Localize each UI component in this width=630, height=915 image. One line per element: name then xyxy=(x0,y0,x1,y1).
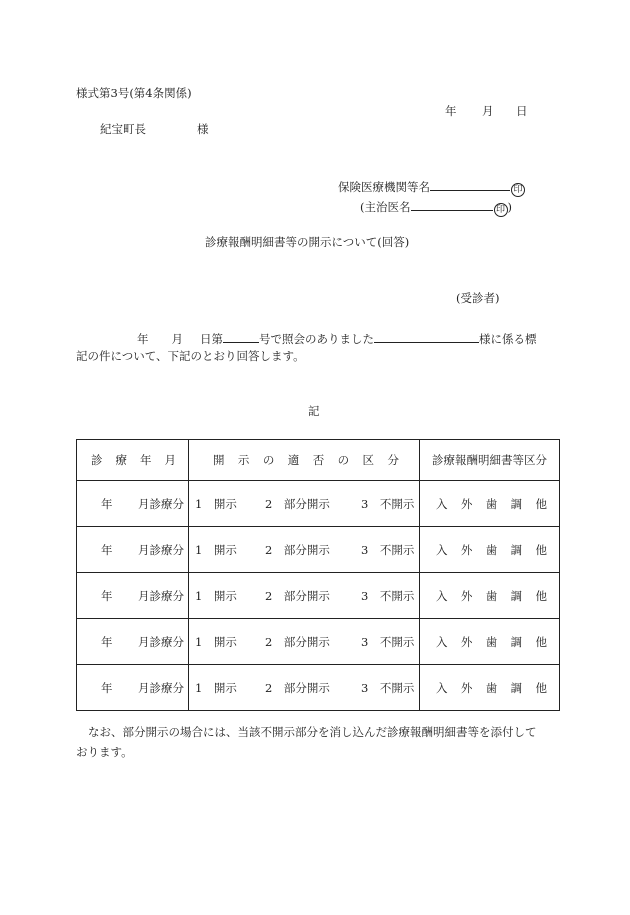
category-outpatient: 外 xyxy=(460,496,473,511)
category-cell xyxy=(420,527,560,573)
note-line-1: なお、部分開示の場合には、当該不開示部分を消し込んだ診療報酬明細書等を添付して xyxy=(88,725,537,739)
row-year: 年 xyxy=(101,588,113,603)
header-col1 xyxy=(77,440,189,481)
disclosure-table xyxy=(76,439,560,711)
category-inpatient: 入 xyxy=(436,588,448,603)
header-col1-char: 診 xyxy=(91,453,103,467)
category-dental: 歯 xyxy=(485,496,498,511)
period-cell xyxy=(77,481,189,527)
category-pharmacy: 調 xyxy=(510,634,523,649)
row-year: 年 xyxy=(101,542,113,557)
header-col2-char: 示 xyxy=(237,453,250,467)
header-col2-char: 適 xyxy=(287,453,300,467)
category-other: 他 xyxy=(535,588,547,603)
option-disclose: 1 開示 xyxy=(195,496,237,511)
table-row xyxy=(77,573,560,619)
table-row xyxy=(77,665,560,711)
period-cell xyxy=(77,527,189,573)
disclosure-options-cell xyxy=(189,573,420,619)
option-partial: 2 部分開示 xyxy=(265,542,330,557)
header-col3: 診療報酬明細書等区分 xyxy=(420,440,560,481)
option-disclose: 1 開示 xyxy=(195,634,237,649)
option-nondisclose: 3 不開示 xyxy=(361,680,415,695)
header-col2-char: 開 xyxy=(213,453,225,467)
option-nondisclose: 3 不開示 xyxy=(361,496,415,511)
page-title: 診療報酬明細書等の開示について(回答) xyxy=(205,235,410,249)
doctor-blank xyxy=(411,199,493,211)
category-other: 他 xyxy=(535,542,547,557)
date-month: 月 xyxy=(482,104,494,118)
body-year: 年 xyxy=(137,332,149,346)
seal-mark: 印 xyxy=(511,183,525,197)
ki-heading: 記 xyxy=(308,404,320,418)
category-outpatient: 外 xyxy=(460,542,473,557)
option-partial: 2 部分開示 xyxy=(265,496,330,511)
header-col1-char: 年 xyxy=(140,453,152,467)
option-nondisclose: 3 不開示 xyxy=(361,634,415,649)
period-cell xyxy=(77,619,189,665)
option-partial: 2 部分開示 xyxy=(265,680,330,695)
addressee: 紀宝町長 xyxy=(100,122,146,136)
category-dental: 歯 xyxy=(485,542,498,557)
category-cell xyxy=(420,573,560,619)
category-pharmacy: 調 xyxy=(510,588,523,603)
number-blank xyxy=(223,331,259,343)
doctor-label: (主治医名 xyxy=(360,200,411,214)
table-row xyxy=(77,619,560,665)
category-cell xyxy=(420,481,560,527)
addressee-suffix: 様 xyxy=(197,122,209,136)
table-row xyxy=(77,527,560,573)
date-day: 日 xyxy=(516,104,528,118)
row-month: 月診療分 xyxy=(138,496,184,511)
note-line-2: おります。 xyxy=(76,745,133,759)
option-nondisclose: 3 不開示 xyxy=(361,588,415,603)
table-header-row xyxy=(77,440,560,481)
period-cell xyxy=(77,665,189,711)
category-pharmacy: 調 xyxy=(510,496,523,511)
option-partial: 2 部分開示 xyxy=(265,588,330,603)
category-other: 他 xyxy=(535,634,547,649)
category-cell xyxy=(420,665,560,711)
header-col1-char: 月 xyxy=(164,453,176,467)
category-other: 他 xyxy=(535,680,547,695)
disclosure-options-cell xyxy=(189,619,420,665)
body-line-2: 記の件について、下記のとおり回答します。 xyxy=(76,349,305,363)
row-month: 月診療分 xyxy=(138,634,184,649)
doctor-line xyxy=(360,199,512,217)
header-col2-char: の xyxy=(337,453,350,467)
category-inpatient: 入 xyxy=(436,634,448,649)
header-col2-char: 分 xyxy=(387,453,399,467)
disclosure-options-cell xyxy=(189,481,420,527)
category-inpatient: 入 xyxy=(436,680,448,695)
body-day-no: 日第 xyxy=(200,332,223,346)
patient-label: (受診者) xyxy=(456,291,500,305)
option-disclose: 1 開示 xyxy=(195,542,237,557)
row-year: 年 xyxy=(101,680,113,695)
option-nondisclose: 3 不開示 xyxy=(361,542,415,557)
disclosure-options-cell xyxy=(189,527,420,573)
table-row xyxy=(77,481,560,527)
date-year: 年 xyxy=(445,104,457,118)
category-outpatient: 外 xyxy=(460,588,473,603)
period-cell xyxy=(77,573,189,619)
institution-line xyxy=(338,179,525,197)
body-month: 月 xyxy=(171,332,183,346)
category-dental: 歯 xyxy=(485,588,498,603)
seal-mark: 印 xyxy=(494,203,508,217)
row-month: 月診療分 xyxy=(138,542,184,557)
header-col1-char: 療 xyxy=(115,453,127,467)
header-col2-char: の xyxy=(262,453,275,467)
body-name-suffix: 様に係る標 xyxy=(479,332,537,346)
header-col2-char: 区 xyxy=(362,453,375,467)
category-dental: 歯 xyxy=(485,680,498,695)
category-dental: 歯 xyxy=(485,634,498,649)
category-outpatient: 外 xyxy=(460,680,473,695)
header-col2 xyxy=(189,440,420,481)
header-col2-char: 否 xyxy=(312,453,325,467)
institution-label: 保険医療機関等名 xyxy=(338,180,430,194)
category-pharmacy: 調 xyxy=(510,680,523,695)
body-line-1 xyxy=(76,331,537,346)
category-other: 他 xyxy=(535,496,547,511)
category-inpatient: 入 xyxy=(436,496,448,511)
name-blank xyxy=(374,331,479,343)
option-partial: 2 部分開示 xyxy=(265,634,330,649)
body-number-suffix: 号で照会のありました xyxy=(259,332,374,346)
category-outpatient: 外 xyxy=(460,634,473,649)
doctor-close: ) xyxy=(507,200,512,214)
option-disclose: 1 開示 xyxy=(195,588,237,603)
row-month: 月診療分 xyxy=(138,588,184,603)
row-year: 年 xyxy=(101,634,113,649)
category-cell xyxy=(420,619,560,665)
disclosure-options-cell xyxy=(189,665,420,711)
row-year: 年 xyxy=(101,496,113,511)
category-pharmacy: 調 xyxy=(510,542,523,557)
institution-blank xyxy=(430,179,510,191)
form-number: 様式第3号(第4条関係) xyxy=(76,86,192,100)
row-month: 月診療分 xyxy=(138,680,184,695)
option-disclose: 1 開示 xyxy=(195,680,237,695)
category-inpatient: 入 xyxy=(436,542,448,557)
